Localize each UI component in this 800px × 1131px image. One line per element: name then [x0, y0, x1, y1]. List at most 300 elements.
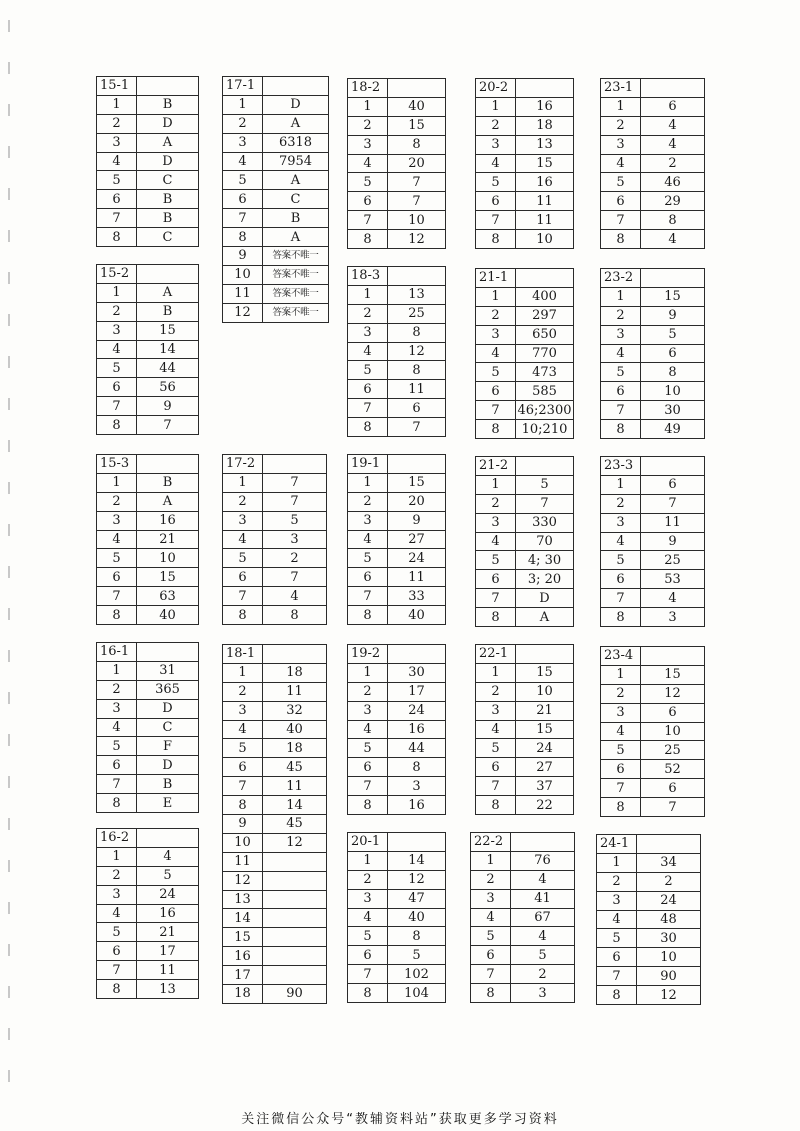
answer-value: 70: [516, 532, 574, 551]
table-row: [97, 397, 199, 416]
table-row: [223, 663, 327, 682]
table-title: 17-2: [223, 455, 263, 474]
answer-value: 11: [263, 682, 327, 701]
table-row: [471, 889, 575, 908]
question-number: 2: [223, 492, 263, 511]
answer-table-23-4: [600, 646, 705, 817]
answer-value: 7: [137, 416, 199, 435]
table-row: [223, 568, 327, 587]
answer-value: 13: [388, 285, 446, 304]
question-number: 5: [348, 549, 388, 568]
answer-value: 8: [388, 135, 446, 154]
answer-value: B: [137, 775, 199, 794]
question-number: 7: [471, 965, 511, 984]
question-number: 17: [223, 966, 263, 985]
margin-mark: [8, 524, 10, 536]
question-number: 8: [223, 228, 263, 247]
table-row: [97, 302, 199, 321]
answer-value: 16: [388, 720, 446, 739]
question-number: 4: [97, 340, 137, 359]
table-row: [223, 530, 327, 549]
table-row: [601, 798, 705, 817]
answer-value: 15: [516, 663, 574, 682]
table-row: [601, 154, 705, 173]
table-row: [223, 152, 329, 171]
question-number: 8: [476, 420, 516, 439]
answer-table-18-1: [222, 644, 327, 1004]
question-number: 13: [223, 890, 263, 909]
answer-value: 4: [641, 135, 705, 154]
answer-value: 7: [641, 494, 705, 513]
answer-value: 770: [516, 344, 574, 363]
table-row: [348, 851, 446, 870]
question-number: 18: [223, 985, 263, 1004]
question-number: 7: [348, 399, 388, 418]
question-number: 3: [476, 135, 516, 154]
table-row: [97, 416, 199, 435]
question-number: 3: [601, 135, 641, 154]
question-number: 5: [471, 927, 511, 946]
table-row: [471, 946, 575, 965]
answer-value: 56: [137, 378, 199, 397]
table-row: [476, 663, 574, 682]
table-row: [348, 230, 446, 249]
question-number: 6: [223, 758, 263, 777]
answer-value: 7: [388, 418, 446, 437]
question-number: 6: [348, 758, 388, 777]
question-number: 5: [597, 929, 637, 948]
answer-value: 585: [516, 382, 574, 401]
table-row: [223, 833, 327, 852]
answer-value: 10: [137, 549, 199, 568]
table-row: [97, 775, 199, 794]
table-row: [476, 608, 574, 627]
table-row: [601, 475, 705, 494]
table-title: 20-2: [476, 79, 516, 98]
table-row: [223, 171, 329, 190]
answer-value: 24: [388, 549, 446, 568]
table-row: [348, 870, 446, 889]
question-number: 1: [97, 473, 137, 492]
answer-value: F: [137, 737, 199, 756]
table-row: [348, 889, 446, 908]
table-title: 16-2: [97, 829, 137, 848]
margin-mark: [8, 230, 10, 242]
table-row: [348, 492, 446, 511]
answer-value: 365: [137, 680, 199, 699]
question-number: 15: [223, 928, 263, 947]
table-row: [476, 135, 574, 154]
table-row: [223, 247, 329, 266]
table-row: [476, 494, 574, 513]
table-row: [348, 361, 446, 380]
answer-value: 27: [388, 530, 446, 549]
question-number: 6: [476, 192, 516, 211]
table-row: [223, 606, 327, 625]
question-number: 2: [348, 304, 388, 323]
table-row: [476, 720, 574, 739]
answer-value: 473: [516, 363, 574, 382]
table-title: 15-2: [97, 265, 137, 284]
answer-value: 67: [511, 908, 575, 927]
table-row: [601, 192, 705, 211]
answer-value: E: [137, 794, 199, 813]
question-number: 7: [348, 777, 388, 796]
table-row: [601, 420, 705, 439]
table-title: 23-2: [601, 269, 641, 288]
answer-value: A: [137, 492, 199, 511]
question-number: 3: [223, 701, 263, 720]
margin-mark: [8, 734, 10, 746]
answer-value: 40: [263, 720, 327, 739]
answer-value: 6: [641, 97, 705, 116]
answer-value: 4: [641, 116, 705, 135]
question-number: 11: [223, 284, 263, 303]
question-number: 5: [223, 171, 263, 190]
table-row: [597, 948, 701, 967]
table-row: [223, 133, 329, 152]
question-number: 4: [471, 908, 511, 927]
table-row: [223, 796, 327, 815]
answer-value: 15: [516, 154, 574, 173]
table-row: [476, 589, 574, 608]
table-row: [97, 95, 199, 114]
question-number: 1: [471, 851, 511, 870]
question-number: 2: [97, 492, 137, 511]
answer-value: [263, 928, 327, 947]
question-number: 6: [97, 756, 137, 775]
answer-value: 7954: [263, 152, 329, 171]
answer-value: [263, 871, 327, 890]
question-number: 3: [601, 513, 641, 532]
answer-table-15-3: [96, 454, 199, 625]
table-row: [223, 815, 327, 834]
table-row: [476, 475, 574, 494]
table-row: [223, 739, 327, 758]
table-row: [223, 114, 329, 133]
table-title: 19-2: [348, 645, 388, 664]
table-row: [471, 870, 575, 889]
question-number: 2: [348, 492, 388, 511]
question-number: 7: [97, 209, 137, 228]
question-number: 8: [601, 798, 641, 817]
table-row: [223, 303, 329, 322]
question-number: 2: [348, 116, 388, 135]
table-title-blank: [137, 643, 199, 662]
question-number: 1: [348, 473, 388, 492]
question-number: 3: [601, 703, 641, 722]
answer-value: 15: [641, 287, 705, 306]
question-number: 2: [348, 870, 388, 889]
answer-value: 30: [637, 929, 701, 948]
answer-value: 24: [637, 891, 701, 910]
table-row: [223, 758, 327, 777]
question-number: 1: [601, 475, 641, 494]
table-row: [348, 173, 446, 192]
answer-value: 40: [388, 908, 446, 927]
answer-value: 10: [516, 230, 574, 249]
table-row: [348, 549, 446, 568]
answer-value: 7: [263, 568, 327, 587]
table-row: [597, 872, 701, 891]
answer-value: B: [137, 209, 199, 228]
table-row: [348, 380, 446, 399]
question-number: 2: [223, 682, 263, 701]
question-number: 8: [348, 606, 388, 625]
answer-value: 45: [263, 758, 327, 777]
table-title: 23-4: [601, 647, 641, 666]
question-number: 5: [348, 927, 388, 946]
question-number: 7: [223, 209, 263, 228]
question-number: 5: [97, 737, 137, 756]
question-number: 2: [476, 682, 516, 701]
answer-value: 330: [516, 513, 574, 532]
table-row: [476, 211, 574, 230]
answer-value: 44: [388, 739, 446, 758]
table-row: [348, 587, 446, 606]
question-number: 6: [223, 190, 263, 209]
question-number: 9: [223, 815, 263, 834]
table-row: [601, 344, 705, 363]
answer-value: 76: [511, 851, 575, 870]
question-number: 7: [476, 589, 516, 608]
answer-value: A: [263, 114, 329, 133]
answer-value: 4: [511, 870, 575, 889]
answer-value: C: [263, 190, 329, 209]
answer-value: 17: [137, 942, 199, 961]
answer-value: 9: [137, 397, 199, 416]
answer-value: 4: [641, 230, 705, 249]
question-number: 5: [223, 739, 263, 758]
answer-value: 8: [388, 323, 446, 342]
question-number: 4: [348, 154, 388, 173]
answer-table-18-2: [347, 78, 446, 249]
question-number: 4: [97, 530, 137, 549]
answer-value: 25: [388, 304, 446, 323]
question-number: 5: [601, 741, 641, 760]
answer-table-16-2: [96, 828, 199, 999]
table-title: 15-1: [97, 77, 137, 96]
question-number: 10: [223, 833, 263, 852]
question-number: 2: [601, 116, 641, 135]
question-number: 6: [97, 568, 137, 587]
margin-mark: [8, 944, 10, 956]
table-row: [348, 473, 446, 492]
table-row: [97, 568, 199, 587]
table-row: [348, 568, 446, 587]
question-number: 3: [97, 321, 137, 340]
question-number: 8: [348, 230, 388, 249]
question-number: 7: [601, 401, 641, 420]
table-title-blank: [388, 267, 446, 286]
table-row: [601, 211, 705, 230]
table-row: [348, 192, 446, 211]
table-row: [348, 777, 446, 796]
table-row: [223, 511, 327, 530]
answer-value: 27: [516, 758, 574, 777]
question-number: 3: [476, 325, 516, 344]
question-number: 5: [97, 171, 137, 190]
answer-table-21-1: [475, 268, 574, 439]
question-number: 7: [223, 777, 263, 796]
question-number: 4: [476, 154, 516, 173]
question-number: 7: [601, 779, 641, 798]
table-row: [348, 739, 446, 758]
table-row: [601, 382, 705, 401]
question-number: 4: [601, 722, 641, 741]
question-number: 8: [476, 230, 516, 249]
table-row: [471, 908, 575, 927]
table-row: [97, 114, 199, 133]
answer-value: 12: [641, 684, 705, 703]
answer-value: 20: [388, 154, 446, 173]
question-number: 8: [223, 796, 263, 815]
question-number: 5: [601, 173, 641, 192]
answer-value: 3: [388, 777, 446, 796]
margin-mark: [8, 776, 10, 788]
question-number: 4: [223, 152, 263, 171]
table-row: [601, 173, 705, 192]
table-row: [601, 532, 705, 551]
answer-value: 12: [388, 342, 446, 361]
answer-value: 7: [263, 473, 327, 492]
answer-value: 47: [388, 889, 446, 908]
answer-value: 3; 20: [516, 570, 574, 589]
question-number: 2: [223, 114, 263, 133]
answer-value: 12: [388, 230, 446, 249]
margin-mark: [8, 272, 10, 284]
table-row: [97, 923, 199, 942]
question-number: 4: [97, 152, 137, 171]
table-title: 16-1: [97, 643, 137, 662]
margin-mark: [8, 1070, 10, 1082]
question-number: 4: [348, 342, 388, 361]
table-row: [97, 866, 199, 885]
answer-value: A: [137, 133, 199, 152]
table-row: [476, 401, 574, 420]
table-title: 18-1: [223, 645, 263, 664]
table-row: [601, 589, 705, 608]
question-number: 2: [597, 872, 637, 891]
answer-value: 102: [388, 965, 446, 984]
answer-value: 90: [637, 967, 701, 986]
question-number: 8: [601, 608, 641, 627]
table-row: [601, 703, 705, 722]
answer-value: 10: [641, 722, 705, 741]
answer-value: 24: [516, 739, 574, 758]
table-row: [601, 230, 705, 249]
answer-value: 答案不唯一: [263, 247, 329, 266]
table-row: [597, 967, 701, 986]
answer-table-22-2: [470, 832, 575, 1003]
question-number: 1: [223, 95, 263, 114]
question-number: 5: [601, 551, 641, 570]
table-row: [223, 909, 327, 928]
question-number: 3: [597, 891, 637, 910]
question-number: 3: [476, 701, 516, 720]
table-row: [97, 680, 199, 699]
answer-value: 8: [641, 211, 705, 230]
answer-value: 14: [137, 340, 199, 359]
question-number: 8: [223, 606, 263, 625]
question-number: 7: [601, 211, 641, 230]
question-number: 2: [601, 306, 641, 325]
question-number: 7: [348, 965, 388, 984]
answer-value: 5: [516, 475, 574, 494]
question-number: 3: [348, 135, 388, 154]
answer-value: D: [137, 114, 199, 133]
answer-value: 40: [137, 606, 199, 625]
table-row: [223, 549, 327, 568]
question-number: 5: [223, 549, 263, 568]
answer-value: 20: [388, 492, 446, 511]
question-number: 3: [97, 511, 137, 530]
margin-mark: [8, 146, 10, 158]
answer-value: C: [137, 228, 199, 247]
table-row: [601, 325, 705, 344]
answer-value: 8: [388, 758, 446, 777]
answer-value: 21: [516, 701, 574, 720]
table-row: [223, 209, 329, 228]
question-number: 4: [597, 910, 637, 929]
answer-value: 44: [137, 359, 199, 378]
answer-value: 7: [263, 492, 327, 511]
table-row: [97, 847, 199, 866]
question-number: 1: [223, 663, 263, 682]
table-row: [223, 720, 327, 739]
table-row: [348, 116, 446, 135]
table-row: [348, 135, 446, 154]
question-number: 5: [97, 923, 137, 942]
table-title-blank: [388, 833, 446, 852]
question-number: 5: [97, 549, 137, 568]
table-row: [223, 852, 327, 871]
table-row: [348, 682, 446, 701]
answer-value: 10: [641, 382, 705, 401]
answer-value: 9: [641, 532, 705, 551]
answer-value: 16: [137, 904, 199, 923]
answer-value: 30: [641, 401, 705, 420]
question-number: 1: [97, 661, 137, 680]
table-row: [601, 513, 705, 532]
table-row: [97, 587, 199, 606]
question-number: 8: [348, 418, 388, 437]
answer-value: 650: [516, 325, 574, 344]
table-title: 18-3: [348, 267, 388, 286]
footer-note: 关注微信公众号“教辅资料站”获取更多学习资料: [241, 1112, 559, 1127]
question-number: 3: [601, 325, 641, 344]
table-row: [601, 760, 705, 779]
question-number: 3: [348, 889, 388, 908]
question-number: 1: [476, 663, 516, 682]
answer-value: 6318: [263, 133, 329, 152]
answer-value: 18: [263, 739, 327, 758]
table-row: [348, 97, 446, 116]
question-number: 8: [348, 984, 388, 1003]
question-number: 3: [97, 133, 137, 152]
answer-value: 30: [388, 663, 446, 682]
question-number: 1: [476, 287, 516, 306]
answer-value: 29: [641, 192, 705, 211]
question-number: 3: [348, 323, 388, 342]
table-row: [476, 420, 574, 439]
table-row: [476, 758, 574, 777]
table-row: [348, 701, 446, 720]
answer-value: 41: [511, 889, 575, 908]
table-title: 22-2: [471, 833, 511, 852]
question-number: 1: [348, 851, 388, 870]
question-number: 5: [601, 363, 641, 382]
